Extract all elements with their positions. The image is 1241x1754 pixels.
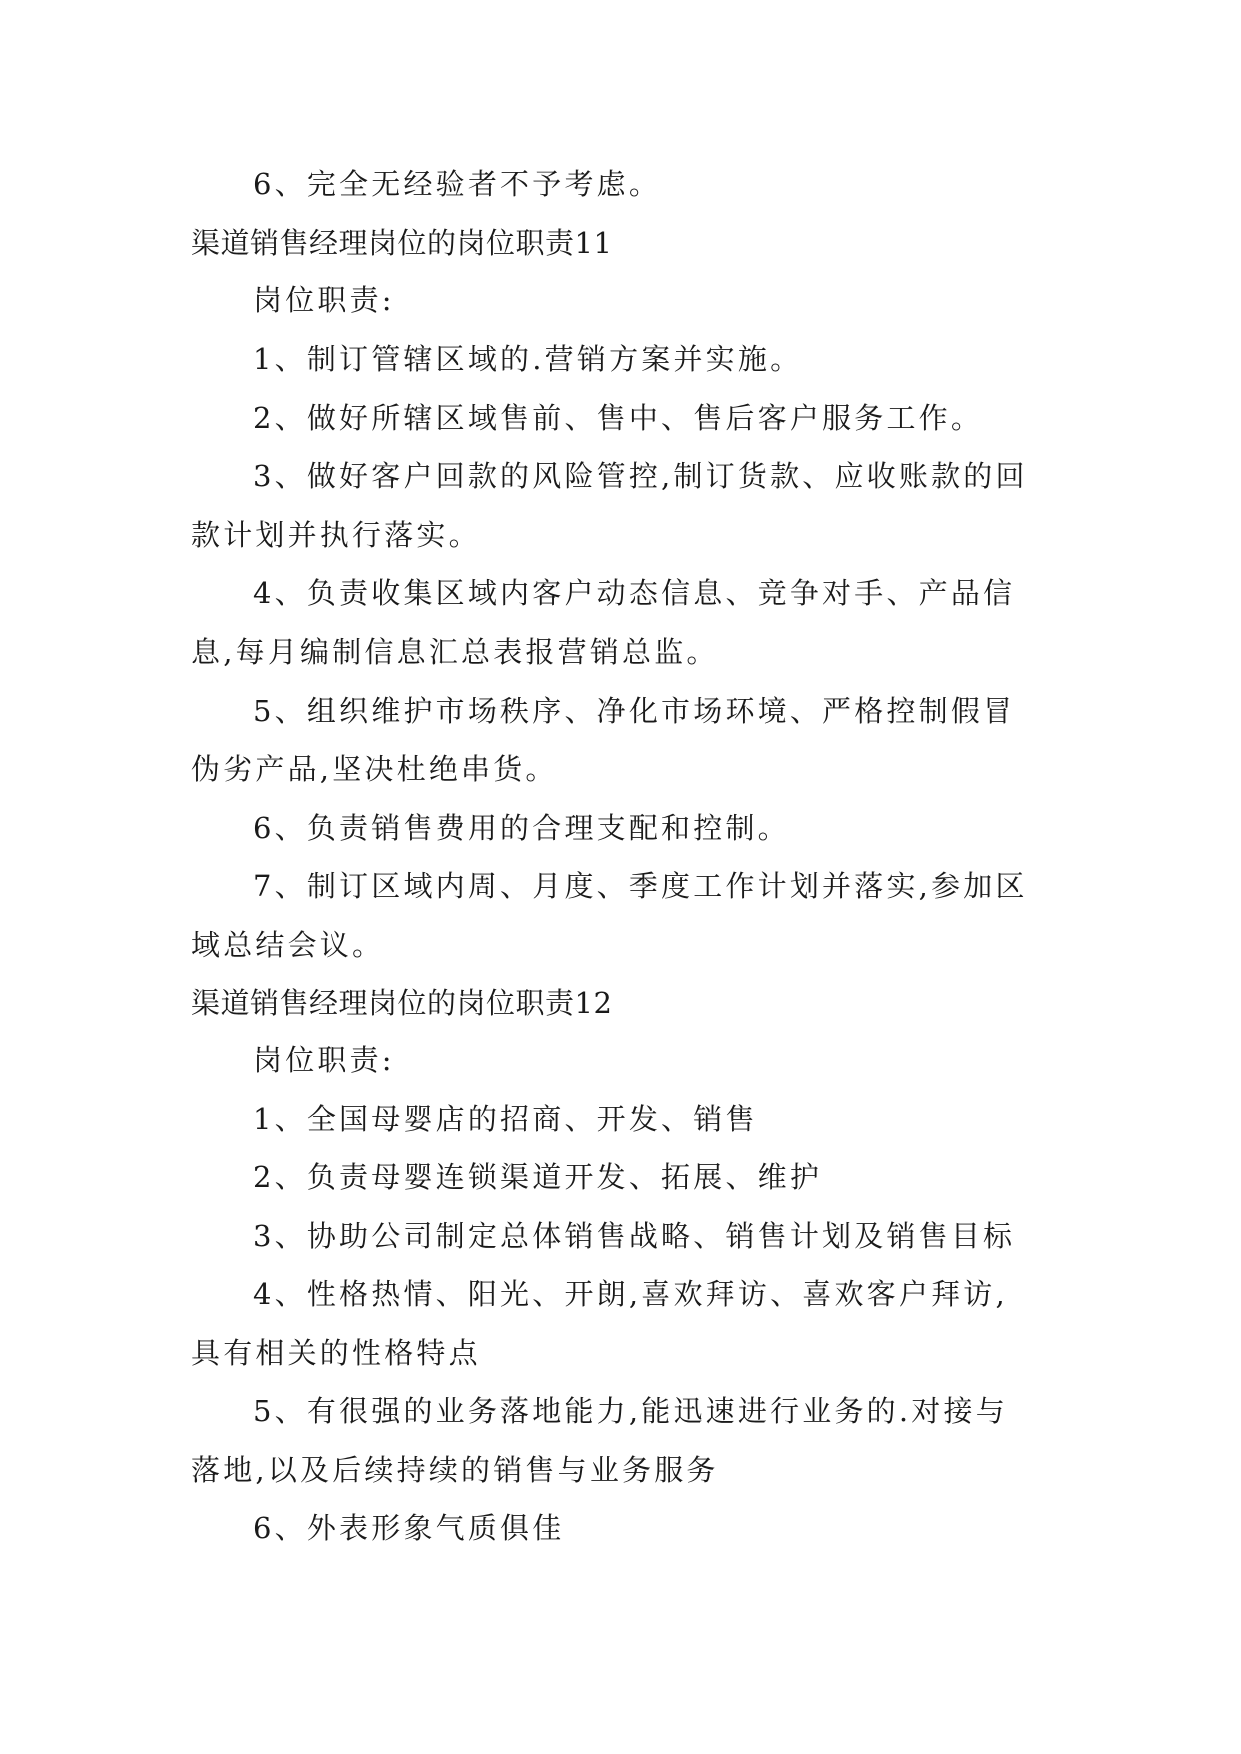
- text-line: 款计划并执行落实。: [191, 518, 481, 552]
- text-line: 落地,以及后续持续的销售与业务服务: [191, 1453, 719, 1487]
- text-line: 3、协助公司制定总体销售战略、销售计划及销售目标: [253, 1219, 1016, 1253]
- text-line: 域总结会议。: [191, 928, 385, 962]
- text-line: 岗位职责:: [253, 283, 395, 317]
- text-line: 3、做好客户回款的风险管控,制订货款、应收账款的回: [253, 459, 1028, 493]
- text-line: 岗位职责:: [253, 1043, 395, 1077]
- text-line: 5、组织维护市场秩序、净化市场环境、严格控制假冒: [253, 694, 1016, 728]
- section-heading: 渠道销售经理岗位的岗位职责12: [191, 986, 613, 1020]
- text-line: 具有相关的性格特点: [191, 1336, 481, 1370]
- text-line: 伪劣产品,坚决杜绝串货。: [191, 752, 558, 786]
- text-line: 6、外表形象气质俱佳: [253, 1511, 565, 1545]
- text-line: 2、负责母婴连锁渠道开发、拓展、维护: [253, 1160, 823, 1194]
- text-line: 5、有很强的业务落地能力,能迅速进行业务的.对接与: [253, 1394, 1008, 1428]
- text-line: 7、制订区域内周、月度、季度工作计划并落实,参加区: [253, 869, 1028, 903]
- text-line: 1、制订管辖区域的.营销方案并实施。: [253, 342, 803, 376]
- text-line: 4、负责收集区域内客户动态信息、竞争对手、产品信: [253, 576, 1016, 610]
- section-heading: 渠道销售经理岗位的岗位职责11: [191, 226, 613, 260]
- text-line: 4、性格热情、阳光、开朗,喜欢拜访、喜欢客户拜访,: [253, 1277, 1008, 1311]
- text-line: 1、全国母婴店的招商、开发、销售: [253, 1102, 758, 1136]
- text-line: 2、做好所辖区域售前、售中、售后客户服务工作。: [253, 401, 984, 435]
- text-line: 息,每月编制信息汇总表报营销总监。: [191, 635, 719, 669]
- text-line: 6、负责销售费用的合理支配和控制。: [253, 811, 790, 845]
- text-line: 6、完全无经验者不予考虑。: [253, 167, 662, 201]
